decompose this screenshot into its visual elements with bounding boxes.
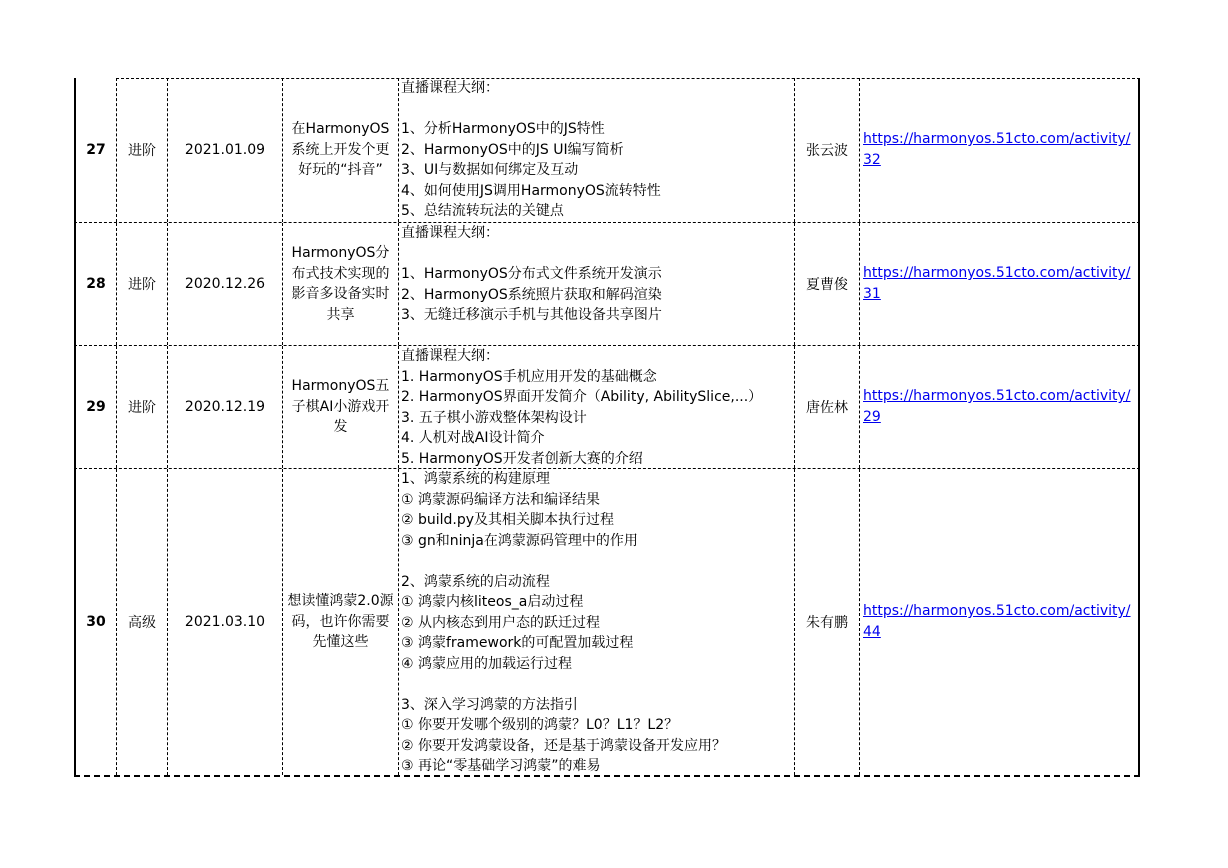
course-title-cell: 想读懂鸿蒙2.0源 码，也许你需要 先懂这些 [283, 469, 399, 775]
lecturer-cell: 夏曹俊 [795, 223, 860, 345]
course-outline-cell: 直播课程大纲： 1、HarmonyOS分布式文件系统开发演示 2、HarmonyOS系统照片获取和解码渲染 3、无缝迁移演示手机与其他设备共享图片 [399, 223, 795, 345]
date-cell: 2020.12.19 [168, 346, 283, 468]
course-outline-cell: 直播课程大纲： 1. HarmonyOS手机应用开发的基础概念 2. HarmonyOS界面开发简介（Ability, AbilitySlice,...） 3. 五子棋小游戏整体架构设计 4. 人机对战AI设计简介 5. HarmonyOS开发者创新大赛的介绍 [399, 346, 795, 468]
row-number: 27 [74, 78, 117, 222]
table-row [74, 223, 1140, 346]
activity-link[interactable]: https://harmonyos.51cto.com/activity/29 [863, 388, 1131, 425]
course-outline-cell: 1、鸿蒙系统的构建原理 ① 鸿蒙源码编译方法和编译结果 ② build.py及其相关脚本执行过程 ③ gn和ninja在鸿蒙源码管理中的作用 2、鸿蒙系统的启动流程 ① 鸿蒙内核liteos_a启动过程 ② 从内核态到用户态的跃迁过程 ③ 鸿蒙framework的可配置加载过程 ④ 鸿蒙应用的加载运行过程 3、深入学习鸿蒙的方法指引 ① 你要开发哪个级别的鸿蒙？L0？L1？L2？ ② 你要开发鸿蒙设备，还是基于鸿蒙设备开发应用？ ③ 再论“零基础学习鸿蒙”的难易 [399, 469, 795, 775]
table-row [74, 469, 1140, 777]
link-cell [860, 78, 1140, 222]
row-number: 29 [74, 346, 117, 468]
lecturer-cell: 朱有鹏 [795, 469, 860, 775]
activity-link[interactable]: https://harmonyos.51cto.com/activity/31 [863, 265, 1131, 302]
row-number: 30 [74, 469, 117, 775]
level-cell: 进阶 [117, 78, 168, 222]
course-title-cell: HarmonyOS分 布式技术实现的 影音多设备实时 共享 [283, 223, 399, 345]
activity-link[interactable]: https://harmonyos.51cto.com/activity/44 [863, 603, 1131, 640]
table-row [74, 78, 1140, 223]
activity-link[interactable]: https://harmonyos.51cto.com/activity/32 [863, 131, 1131, 168]
course-title-cell: HarmonyOS五 子棋AI小游戏开 发 [283, 346, 399, 468]
lecturer-cell: 张云波 [795, 78, 860, 222]
link-cell [860, 223, 1140, 345]
level-cell: 进阶 [117, 223, 168, 345]
date-cell: 2021.01.09 [168, 78, 283, 222]
row-number: 28 [74, 223, 117, 345]
date-cell: 2021.03.10 [168, 469, 283, 775]
course-outline-cell: 直播课程大纲： 1、分析HarmonyOS中的JS特性 2、HarmonyOS中的JS UI编写简析 3、UI与数据如何绑定及互动 4、如何使用JS调用HarmonyOS流转特性 5、总结流转玩法的关键点 [399, 78, 795, 222]
level-cell: 进阶 [117, 346, 168, 468]
table-row [74, 346, 1140, 469]
lecturer-cell: 唐佐林 [795, 346, 860, 468]
level-cell: 高级 [117, 469, 168, 775]
link-cell [860, 469, 1140, 775]
course-title-cell: 在HarmonyOS 系统上开发个更 好玩的“抖音” [283, 78, 399, 222]
date-cell: 2020.12.26 [168, 223, 283, 345]
course-table [74, 78, 1140, 777]
link-cell [860, 346, 1140, 468]
